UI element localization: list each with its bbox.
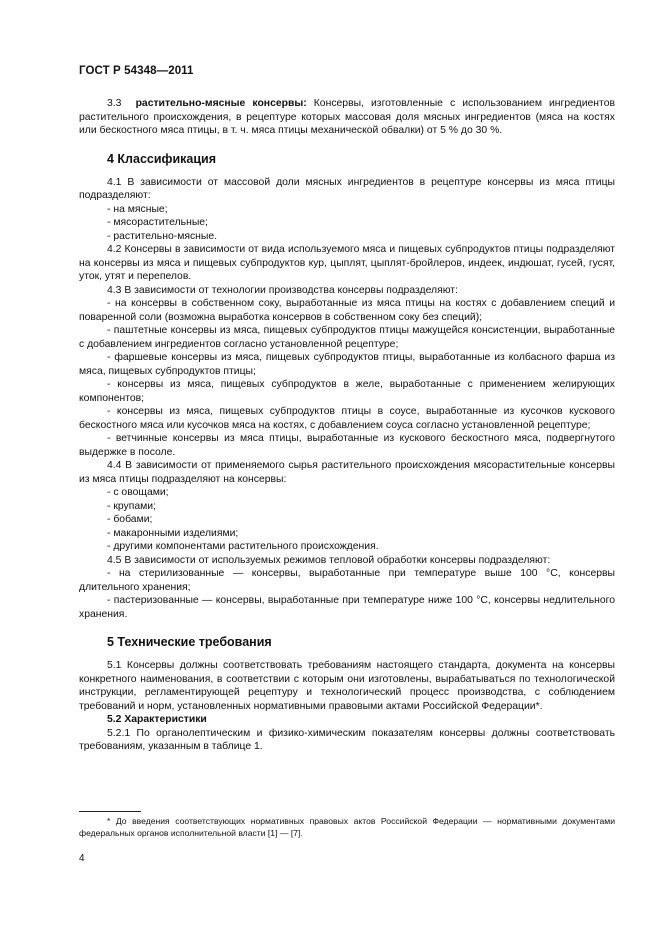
section-4-title: 4 Классификация bbox=[107, 151, 217, 166]
list-item: - с овощами; bbox=[107, 487, 169, 498]
list-item: - на мясные; bbox=[107, 203, 168, 215]
list-item: - фаршевые консервы из мяса, пищевых субпродуктов птицы, выработанные из колбасного фарша из мяса, пищевых субпродуктов птицы; bbox=[79, 352, 615, 377]
list-item: - растительно-мясные. bbox=[107, 230, 218, 242]
list-item: - другими компонентами растительного происхождения. bbox=[107, 541, 379, 552]
footnote-separator bbox=[79, 811, 141, 812]
clause-number: 3.3 bbox=[107, 98, 122, 109]
list-item: - пастеризованные — консервы, выработанные при температуре ниже 100 °С, консервы недлительного хранения. bbox=[79, 595, 615, 620]
clause-5-1: 5.1 Консервы должны соответствовать требованиям настоящего стандарта, документа на консервы конкретного наименования, в соответствии с которым они изготовлены, вырабатываться по технологической инструкции, регламентирующей рецептуру и технологический процесс производства, с соблюдением требований и норм, установленных нормативными правовыми актами Российской Федерации*. bbox=[79, 660, 615, 712]
list-item: - ветчинные консервы из мяса птицы, выработанные из кускового бескостного мяса, подвергнутого выдержке в посоле. bbox=[79, 433, 615, 458]
list-item: - макаронными изделиями; bbox=[107, 527, 239, 539]
clause-4-5: 4.5 В зависимости от используемых режимов тепловой обработки консервы подразделяют: bbox=[107, 554, 551, 566]
definition-3-3 bbox=[79, 97, 615, 138]
page-number: 4 bbox=[79, 853, 85, 864]
list-item: - паштетные консервы из мяса, пищевых субпродуктов птицы мажущейся консистенции, выработанные с добавлением ингредиентов согласно установленной рецептуре; bbox=[79, 325, 615, 350]
clause-4-3: 4.3 В зависимости от технологии производства консервы подразделяют: bbox=[107, 284, 458, 296]
clause-4-1: 4.1 В зависимости от массовой доли мясных ингредиентов в рецептуре консервы из мяса птицы подразделяют: bbox=[79, 176, 615, 201]
clause-5-2-heading: 5.2 Характеристики bbox=[107, 714, 207, 725]
list-item: - консервы из мяса, пищевых субпродуктов в желе, выработанные с применением желирующих компонентов; bbox=[79, 379, 615, 404]
clause-4-4: 4.4 В зависимости от применяемого сырья растительного происхождения мясорастительные консервы из мяса птицы подразделяют на консервы: bbox=[79, 460, 615, 485]
footnote: * До введения соответствующих нормативных правовых актов Российской Федерации — нормативными документами федеральных органов исполнительной власти [1] — [7]. bbox=[79, 816, 615, 838]
list-item: - мясорастительные; bbox=[107, 217, 208, 228]
list-item: - консервы из мяса, пищевых субпродуктов птицы в соусе, выработанные из кусочков кускового бескостного мяса или кусочков мяса на костях, с добавлением соуса согласно установленной рецептуре; bbox=[79, 406, 615, 431]
list-item: - на консервы в собственном соку, выработанные из мяса птицы на костях с добавлением специй и поваренной соли (возможна выработка консервов в собственном соку без специй); bbox=[79, 298, 615, 323]
page-content bbox=[79, 97, 615, 754]
clause-5-2-1: 5.2.1 По органолептическим и физико-химическим показателям консервы должны соответствовать требованиям, указанным в таблице 1. bbox=[79, 727, 615, 752]
term: растительно-мясные консервы: bbox=[135, 98, 307, 109]
list-item: - крупами; bbox=[107, 500, 156, 512]
document-header: ГОСТ Р 54348—2011 bbox=[79, 65, 194, 77]
list-item: - бобами; bbox=[107, 514, 153, 525]
definition-text: Консервы, изготовленные с использованием ингредиентов растительного происхождения, в рецептуре которых массовая доля мясных ингредиентов (мяса на костях или бескостного мяса птицы, в т. ч. мяса птицы механической обвалки) от 5 % до 30 %. bbox=[79, 98, 615, 136]
list-item: - на стерилизованные — консервы, выработанные при температуре выше 100 °С, консервы длительного хранения; bbox=[79, 568, 615, 593]
section-5-title: 5 Технические требования bbox=[107, 635, 272, 649]
clause-4-2: 4.2 Консервы в зависимости от вида используемого мяса и пищевых субпродуктов птицы подразделяют на консервы из мяса и пищевых субпродуктов кур, цыплят, цыплят-бройлеров, индеек, индюшат, гусей, гусят, уток, утят и перепелов. bbox=[79, 244, 615, 282]
